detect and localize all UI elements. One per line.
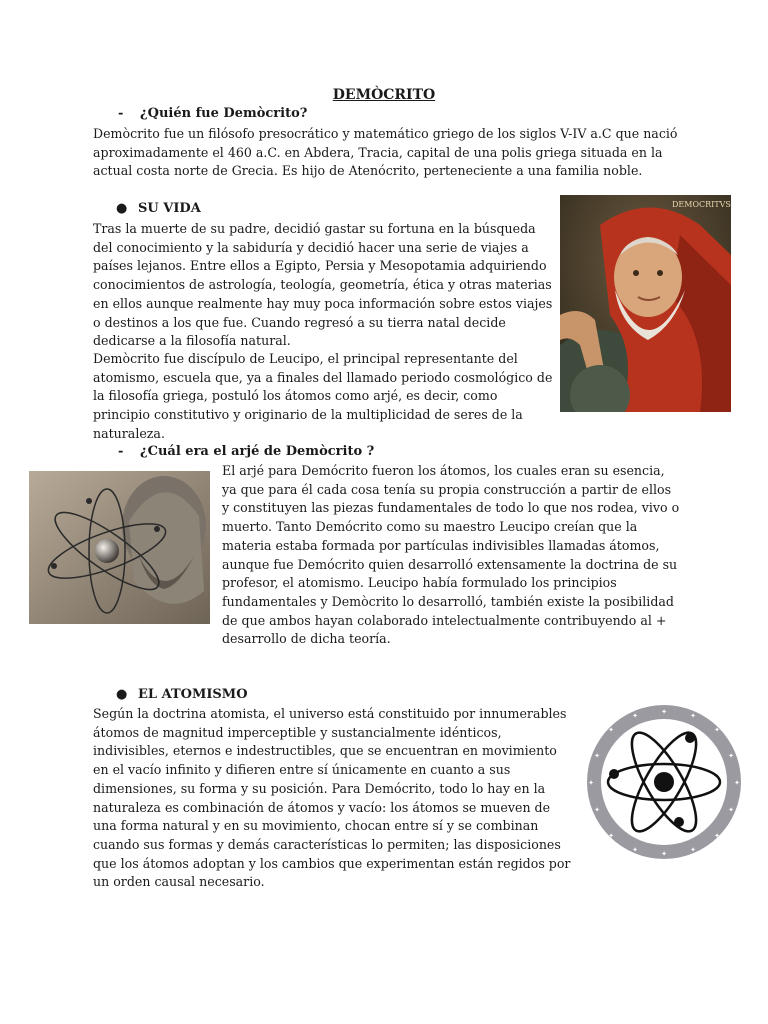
atom-symbol-image: [583, 704, 745, 860]
svg-text:✦: ✦: [734, 779, 740, 787]
svg-text:✦: ✦: [632, 712, 638, 720]
paragraph-vida: Tras la muerte de su padre, decidió gastar su fortuna en la búsqueda del conocimiento y la sabiduría y decidió hacer una serie de viajes a países lejanos. Entre ellos a Egipto, Persia y Mesopotamia adquiriendo conocimientos de astrología, teología, geometría, ética y otras materias en ellos aunque realmente hay muy poca información sobre estos viajes o destinos a los que fue. Cuando regresó a su tierra natal decide dedicarse a la filosofía natural.: [93, 221, 553, 349]
portrait-inscription: DEMOCRITVS: [672, 200, 731, 209]
bullet-marker: ●: [116, 687, 128, 702]
heading-atomismo: [116, 686, 248, 704]
svg-text:✦: ✦: [714, 726, 720, 734]
democritus-portrait-image: [560, 195, 731, 412]
paragraph-intro: Demòcrito fue un filósofo presocrático y matemático griego de los siglos V-IV a.C que nació aproximadamente el 460 a.C. en Abdera, Tracia, capital de una polis griega situada en la actual costa norte de Grecia. Es hijo de Atenócrito, perteneciente a una familia noble.: [93, 126, 678, 179]
heading-su-vida: [116, 200, 201, 218]
svg-text:✦: ✦: [661, 850, 667, 858]
svg-text:✦: ✦: [594, 806, 600, 814]
svg-text:✦: ✦: [588, 779, 594, 787]
svg-text:✦: ✦: [714, 832, 720, 840]
svg-text:✦: ✦: [608, 726, 614, 734]
svg-text:✦: ✦: [728, 752, 734, 760]
svg-text:✦: ✦: [661, 708, 667, 716]
heading-quien-fue: [118, 105, 307, 123]
paragraph-arje: El arjé para Demócrito fueron los átomos, los cuales eran su esencia, ya que para él cada cosa tenía su propia construcción a partir de ellos y constituyen las piezas fundamentales de todo lo que nos rodea, vivo o muerto. Tanto Demócrito como su maestro Leucipo creían que la materia estaba formada por partículas indivisibles llamadas átomos, aunque fue Demócrito quien desarrolló extensamente la doctrina de su profesor, el atomismo. Leucipo había formulado los principios fundamentales y Demòcrito lo desarrolló, también existe la posibilidad de que ambos hayan colaborado intelectualmente contribuyendo al + desarrollo de dicha teoría.: [222, 463, 680, 647]
heading-text: ¿Cuál era el arjé de Demòcrito ?: [140, 444, 375, 459]
page-title: DEMÒCRITO: [332, 87, 436, 103]
paragraph-leucipo: Demòcrito fue discípulo de Leucipo, el principal representante del atomismo, escuela que, ya a finales del llamado periodo cosmológico de la filosofía griega, postuló los átomos como arjé, es decir, como principio constitutivo y originario de la multiplicidad de seres de la naturaleza.: [93, 351, 553, 441]
svg-text:✦: ✦: [632, 846, 638, 854]
svg-text:✦: ✦: [728, 806, 734, 814]
svg-text:✦: ✦: [690, 712, 696, 720]
bullet-marker: ●: [116, 201, 128, 216]
atom-bust-image: [29, 471, 210, 624]
heading-text: ¿Quién fue Demòcrito?: [140, 106, 308, 121]
heading-text: EL ATOMISMO: [138, 687, 248, 702]
portrait-painting: [560, 195, 731, 412]
heading-arje: [118, 443, 374, 461]
atom-bust-illustration: [29, 471, 210, 624]
svg-text:✦: ✦: [608, 832, 614, 840]
atom-badge: [583, 704, 745, 860]
dash-marker: -: [118, 106, 124, 121]
dash-marker: -: [118, 444, 124, 459]
paragraph-atomismo: Según la doctrina atomista, el universo está constituido por innumerables átomos de magnitud imperceptible y sustancialmente idénticos, indivisibles, eternos e indestructibles, que se encuentran en movimiento en el vacío infinito y difieren entre sí únicamente en cuanto a sus dimensiones, su forma y su posición. Para Demócrito, todo lo hay en la naturaleza es combinación de átomos y vacío: los átomos se mueven de una forma natural y en su movimiento, chocan entre sí y se combinan cuando sus formas y demás características lo permiten; las disposiciones que los átomos adoptan y los cambios que experimentan están regidos por un orden causal necesario.: [93, 706, 571, 890]
svg-text:✦: ✦: [594, 752, 600, 760]
heading-text: SU VIDA: [138, 201, 201, 216]
svg-text:✦: ✦: [690, 846, 696, 854]
